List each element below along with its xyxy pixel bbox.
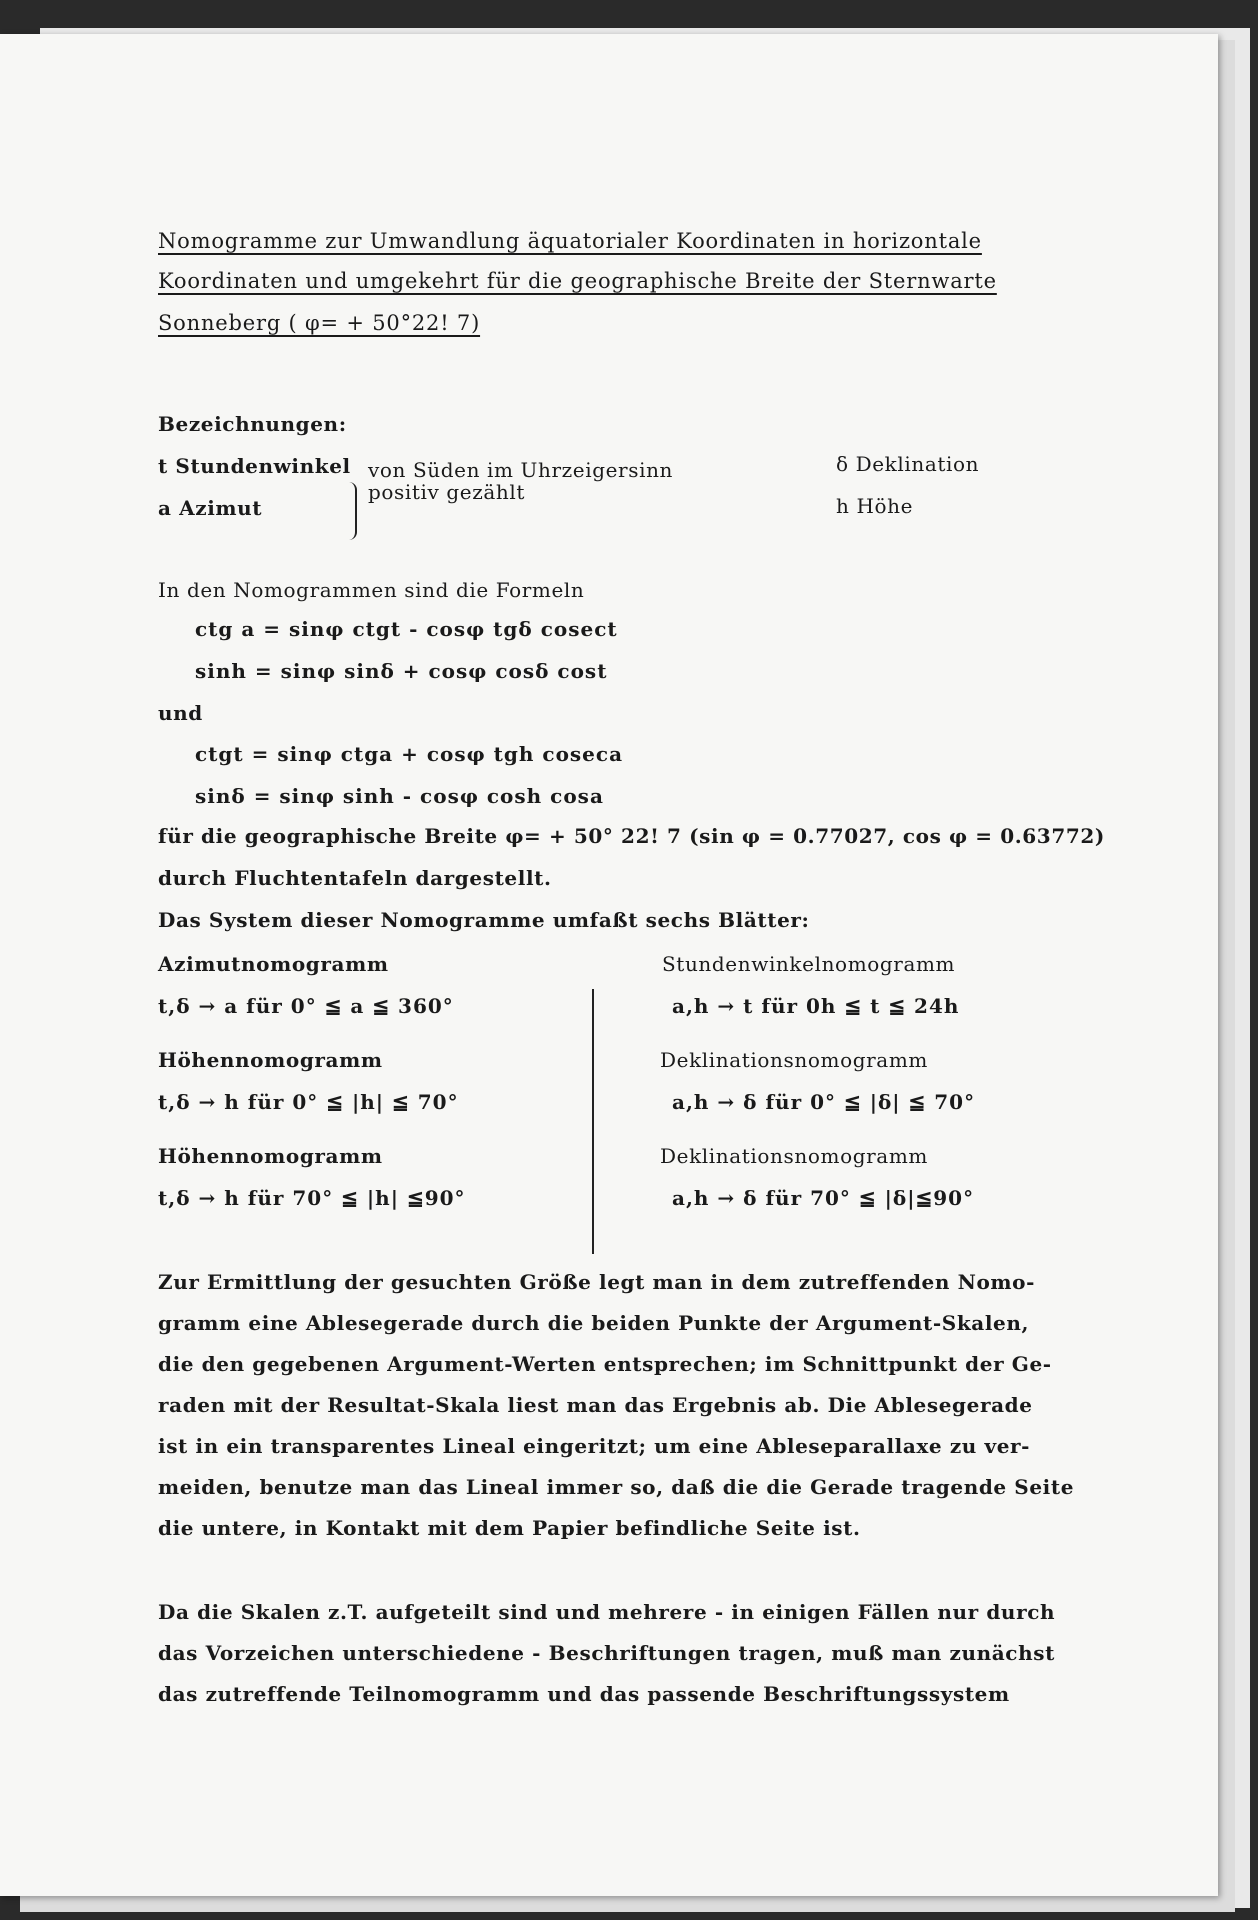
paragraph2-line-3: das zutreffende Teilnomogramm und das passende Beschriftungssystem — [158, 1682, 1010, 1706]
paragraph1-line-2: gramm eine Ablesegerade durch die beiden Punkte der Argument-Skalen, — [158, 1311, 1030, 1335]
column-divider — [592, 989, 594, 1254]
formula-2: sinh = sinφ sinδ + cosφ cosδ cost — [195, 659, 608, 683]
paragraph2-line-1: Da die Skalen z.T. aufgeteilt sind und mehrere - in einigen Fällen nur durch — [158, 1600, 1056, 1624]
paragraph1-line-7: die untere, in Kontakt mit dem Papier befindliche Seite ist. — [158, 1516, 861, 1540]
nomogram-right-2-name: Deklinationsnomogramm — [660, 1048, 928, 1072]
document-page — [0, 34, 1218, 1896]
nomogram-left-1-name: Azimutnomogramm — [158, 952, 389, 976]
formula-3: ctgt = sinφ ctga + cosφ tgh coseca — [195, 742, 624, 766]
nomogram-left-2-formula: t,δ → h für 0° ≦ |h| ≦ 70° — [158, 1090, 459, 1114]
nomogram-left-3-formula: t,δ → h für 70° ≦ |h| ≦90° — [158, 1186, 466, 1210]
nomogram-right-2-formula: a,h → δ für 0° ≦ |δ| ≦ 70° — [672, 1090, 976, 1114]
paragraph1-line-1: Zur Ermittlung der gesuchten Größe legt man in dem zutreffenden Nomo- — [158, 1270, 1036, 1294]
title-line-1: Nomogramme zur Umwandlung äquatorialer Koordinaten in horizontale — [158, 229, 982, 253]
nomogram-left-1-formula: t,δ → a für 0° ≦ a ≦ 360° — [158, 994, 454, 1018]
notation-delta: δ Deklination — [836, 452, 980, 476]
notation-heading: Bezeichnungen: — [158, 412, 347, 436]
brace-icon — [347, 482, 357, 540]
notation-brace-text-2: positiv gezählt — [368, 480, 526, 504]
paragraph1-line-3: die den gegebenen Argument-Werten entsprechen; im Schnittpunkt der Ge- — [158, 1352, 1052, 1376]
paragraph1-line-6: meiden, benutze man das Lineal immer so, daß die die Gerade tragende Seite — [158, 1475, 1075, 1499]
nomogram-right-3-formula: a,h → δ für 70° ≦ |δ|≦90° — [672, 1186, 975, 1210]
title-line-3: Sonneberg ( φ= + 50°22! 7) — [158, 311, 481, 335]
paragraph1-line-5: ist in ein transparentes Lineal eingeritzt; um eine Ableseparallaxe zu ver- — [158, 1434, 1031, 1458]
notation-a: a Azimut — [158, 496, 263, 520]
notation-h: h Höhe — [836, 494, 914, 518]
latitude-line: für die geographische Breite φ= + 50° 22! 7 (sin φ = 0.77027, cos φ = 0.63772) — [158, 824, 1105, 848]
formulas-intro: In den Nomogrammen sind die Formeln — [158, 578, 585, 602]
notation-brace-text-1: von Süden im Uhrzeigersinn — [368, 458, 674, 482]
notation-t: t Stundenwinkel — [158, 454, 351, 478]
system-line: Das System dieser Nomogramme umfaßt sechs Blätter: — [158, 908, 810, 932]
paragraph1-line-4: raden mit der Resultat-Skala liest man das Ergebnis ab. Die Ablesegerade — [158, 1393, 1033, 1417]
nomogram-right-1-formula: a,h → t für 0h ≦ t ≦ 24h — [672, 994, 960, 1018]
represented-line: durch Fluchtentafeln dargestellt. — [158, 866, 552, 890]
formula-4: sinδ = sinφ sinh - cosφ cosh cosa — [195, 784, 604, 808]
nomogram-left-2-name: Höhennomogramm — [158, 1048, 383, 1072]
nomogram-left-3-name: Höhennomogramm — [158, 1144, 383, 1168]
formulas-und: und — [158, 701, 203, 725]
title-line-2: Koordinaten und umgekehrt für die geographische Breite der Sternwarte — [158, 269, 997, 293]
paragraph2-line-2: das Vorzeichen unterschiedene - Beschriftungen tragen, muß man zunächst — [158, 1641, 1055, 1665]
nomogram-right-3-name: Deklinationsnomogramm — [660, 1144, 928, 1168]
nomogram-right-1-name: Stundenwinkelnomogramm — [662, 952, 956, 976]
formula-1: ctg a = sinφ ctgt - cosφ tgδ cosect — [195, 617, 618, 641]
